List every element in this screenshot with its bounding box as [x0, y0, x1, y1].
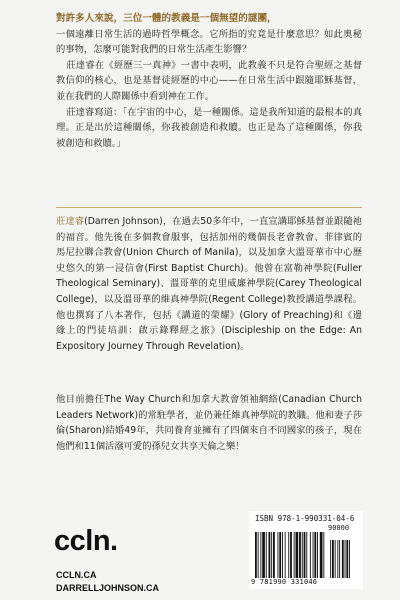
description-paragraph-3: 莊達睿寫道：「在宇宙的中心，是一種關係。這是我所知道的最根本的真理。正是出於這種關係，你我被創造和救贖。也正是為了這種關係，你我被創造和救贖。」	[56, 106, 362, 149]
headline: 對許多人來說，三位一體的教義是一個無望的謎團，	[56, 13, 277, 24]
author-bio-block-2	[56, 392, 362, 454]
barcode-digits: 9 781990 331046	[251, 578, 318, 586]
author-name: 莊達睿	[56, 216, 85, 227]
barcode-graphic	[255, 532, 357, 578]
description-block	[56, 11, 362, 151]
price-code: 90000	[328, 524, 350, 532]
section-divider	[56, 207, 362, 208]
author-bio-text: (Darren Johnson)，在過去50多年中，一直宣講耶穌基督並跟隨祂的福音。他先後在多個教會服事，包括加州的幾個長老會教會、菲律賓的馬尼拉聯合教會(Union Church of Manila)，以及加拿大溫哥華市中心歷史悠久的第一浸信會(First Baptist Church)。他曾在富勒神學院(Fuller Theological Seminary)、溫哥華的克里威廉神學院(Carey Theological College)，以及溫哥華的維真神學院(Regent College)教授講道學課程。他也撰寫了八本著作，包括《講道的榮耀》(Glory of Preaching)和《邊緣上的門徒培訓：啟示錄釋經之旅》(Discipleship on the Edge: An Expository Journey Through Revelation)。	[56, 216, 362, 352]
publisher-logo: ccln.	[54, 525, 118, 557]
author-bio-paragraph-2: 他目前擔任The Way Church和加拿大教會領袖網絡(Canadian Church Leaders Network)的常駐學者，並仍兼任維真神學院的教職。他和妻子莎倫(Sharon)結婚49年，共同養育並擁有了四個來自不同國家的孩子，現在他們和11個活潑可愛的孫兒女共享天倫之樂！	[56, 394, 362, 452]
description-paragraph-1: 一個遠離日常生活的過時哲學概念。它所指的究竟是什麼意思？如此奧秘的事物，怎麼可能對我們的日常生活產生影響？	[56, 28, 362, 56]
barcode-panel	[249, 511, 363, 589]
author-bio-paragraph-1	[56, 214, 362, 354]
isbn-label: ISBN 978-1-990331-04-6	[255, 514, 355, 523]
author-bio-block	[56, 214, 362, 354]
description-paragraph-2: 莊達睿在《經歷三一真神》一書中表明，此教義不只是符合聖經之基督教信仰的核心，也是基督徒經歷的中心——在日常生活中跟隨耶穌基督，並在我們的人際關係中看到神在工作。	[56, 59, 362, 102]
publisher-urls	[56, 569, 159, 594]
publisher-url-ccln: CCLN.CA	[56, 570, 97, 580]
publisher-url-author: DARRELLJOHNSON.CA	[56, 582, 160, 593]
